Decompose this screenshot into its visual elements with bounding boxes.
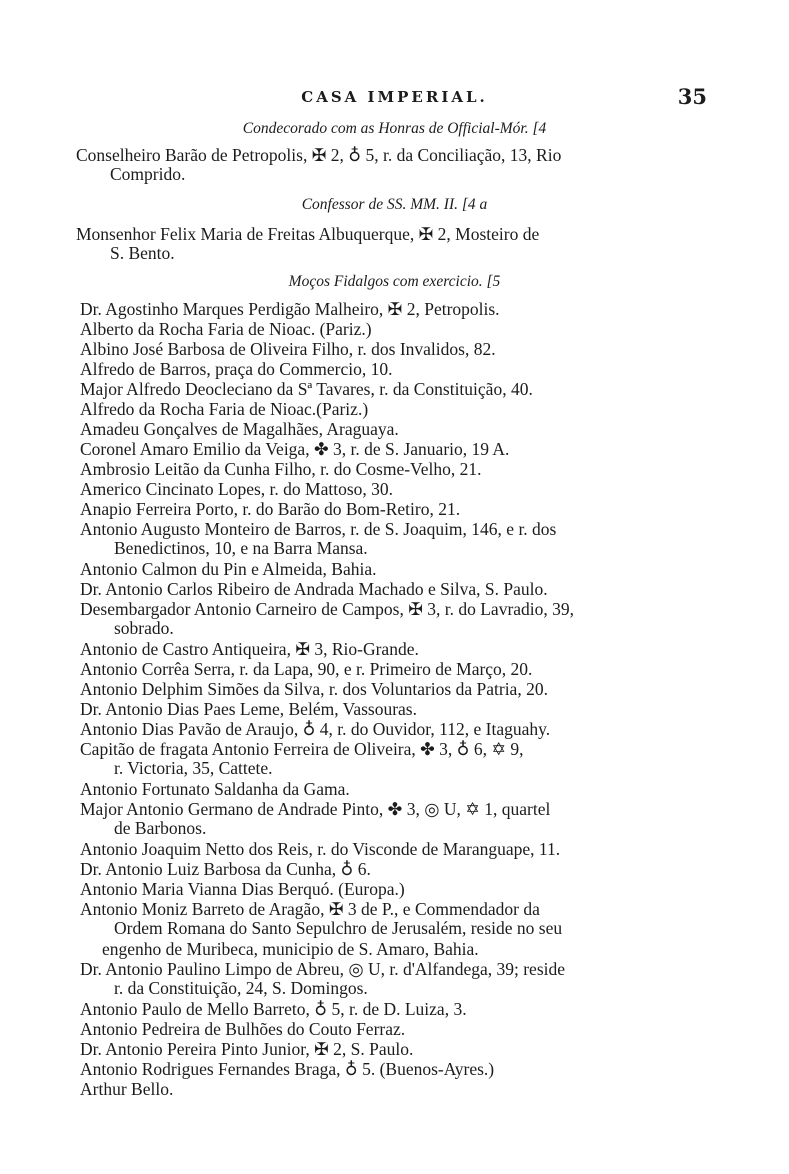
list-entry — [80, 1040, 413, 1059]
entry-line: Antonio Delphim Simões da Silva, r. dos Voluntarios da Patria, 20. — [80, 679, 548, 699]
entry-line: S. Bento. — [110, 243, 175, 263]
list-entry-continuation — [102, 940, 479, 959]
running-title: CASA IMPERIAL. — [301, 88, 488, 106]
entry-line: Monsenhor Felix Maria de Freitas Albuquerque, ✠ 2, Mosteiro de — [76, 224, 540, 244]
list-entry — [80, 480, 393, 499]
list-entry — [76, 225, 728, 263]
entry-line: Conselheiro Barão de Petropolis, ✠ 2, ♁ 5, r. da Conciliação, 13, Rio — [76, 145, 562, 165]
entry-line: Comprido. — [110, 164, 186, 184]
list-entry — [80, 700, 417, 719]
list-entry — [80, 640, 419, 659]
entry-line: Antonio Maria Vianna Dias Berquó. (Europa.) — [80, 879, 405, 899]
entry-line: Antonio Calmon du Pin e Almeida, Bahia. — [80, 559, 377, 579]
entry-line: Dr. Antonio Carlos Ribeiro de Andrada Machado e Silva, S. Paulo. — [80, 579, 548, 599]
entry-line: Arthur Bello. — [80, 1079, 174, 1099]
list-entry — [80, 600, 574, 638]
list-entry — [80, 1080, 173, 1099]
list-entry — [80, 500, 460, 519]
list-entry — [80, 380, 533, 399]
list-entry — [80, 400, 368, 419]
list-entry — [80, 880, 405, 899]
entry-line: Antonio Paulo de Mello Barreto, ♁ 5, r. de D. Luiza, 3. — [80, 999, 467, 1019]
entry-line: Americo Cincinato Lopes, r. do Mattoso, 30. — [80, 479, 394, 499]
list-entry — [80, 780, 350, 799]
list-entry — [80, 680, 548, 699]
entry-line: Major Alfredo Deocleciano da Sª Tavares, r. da Constituição, 40. — [80, 379, 533, 399]
entry-line: engenho de Muribeca, municipio de S. Amaro, Bahia. — [102, 939, 479, 959]
list-entry — [80, 320, 372, 339]
entry-line: Dr. Antonio Dias Paes Leme, Belém, Vassouras. — [80, 699, 417, 719]
entry-line: Antonio Joaquim Netto dos Reis, r. do Visconde de Maranguape, 11. — [80, 839, 561, 859]
entry-line: Antonio Fortunato Saldanha da Gama. — [80, 779, 350, 799]
section-heading: Condecorado com as Honras de Official-Mór. [4 — [242, 120, 547, 137]
list-entry — [80, 840, 560, 859]
entry-line: Alberto da Rocha Faria de Nioac. (Pariz.) — [80, 319, 372, 339]
entry-line: Antonio Augusto Monteiro de Barros, r. de S. Joaquim, 146, e r. dos — [80, 519, 557, 539]
list-entry — [80, 520, 556, 558]
list-entry — [80, 440, 509, 459]
list-entry — [80, 580, 548, 599]
list-entry — [80, 360, 392, 379]
list-entry — [80, 660, 532, 679]
entry-line: Antonio Moniz Barreto de Aragão, ✠ 3 de P., e Commendador da — [80, 899, 540, 919]
entry-line: Alfredo de Barros, praça do Commercio, 10. — [80, 359, 393, 379]
section-heading: Confessor de SS. MM. II. [4 a — [301, 196, 488, 213]
entry-line: Desembargador Antonio Carneiro de Campos, ✠ 3, r. do Lavradio, 39, — [80, 599, 575, 619]
list-entry — [80, 800, 550, 838]
entry-line: de Barbonos. — [114, 818, 207, 838]
list-entry — [80, 1020, 405, 1039]
list-entry — [80, 420, 399, 439]
entry-line: Ordem Romana do Santo Sepulchro de Jerusalém, reside no seu — [114, 918, 563, 938]
entry-line: Capitão de fragata Antonio Ferreira de Oliveira, ✤ 3, ♁ 6, ✡ 9, — [80, 739, 524, 759]
entry-line: Antonio Dias Pavão de Araujo, ♁ 4, r. do Ouvidor, 112, e Itaguahy. — [80, 719, 551, 739]
section-heading: Moços Fidalgos com exercicio. [5 — [288, 273, 501, 290]
entry-line: Dr. Agostinho Marques Perdigão Malheiro, ✠ 2, Petropolis. — [80, 299, 500, 319]
list-entry — [80, 900, 562, 938]
list-entry — [80, 560, 377, 579]
list-entry — [80, 720, 550, 739]
entry-line: Major Antonio Germano de Andrade Pinto, ✤ 3, ◎ U, ✡ 1, quartel — [80, 799, 551, 819]
entry-line: Dr. Antonio Luiz Barbosa da Cunha, ♁ 6. — [80, 859, 371, 879]
entry-line: Benedictinos, 10, e na Barra Mansa. — [114, 538, 368, 558]
list-entry — [80, 340, 496, 359]
entry-line: Coronel Amaro Emilio da Veiga, ✤ 3, r. de S. Januario, 19 A. — [80, 439, 510, 459]
page-number: 35 — [677, 84, 707, 109]
entry-line: Antonio Corrêa Serra, r. da Lapa, 90, e r. Primeiro de Março, 20. — [80, 659, 533, 679]
entry-line: Antonio Pedreira de Bulhões do Couto Ferraz. — [80, 1019, 406, 1039]
running-head — [0, 84, 789, 110]
entry-line: Alfredo da Rocha Faria de Nioac.(Pariz.) — [80, 399, 369, 419]
entry-line: sobrado. — [114, 618, 174, 638]
list-entry — [80, 300, 500, 319]
entry-line: Antonio Rodrigues Fernandes Braga, ♁ 5. (Buenos-Ayres.) — [80, 1059, 495, 1079]
list-entry — [80, 860, 371, 879]
list-entry — [80, 1000, 467, 1019]
entry-line: Antonio de Castro Antiqueira, ✠ 3, Rio-Grande. — [80, 639, 419, 659]
entry-line: Dr. Antonio Paulino Limpo de Abreu, ◎ U, r. d'Alfandega, 39; reside — [80, 959, 566, 979]
entry-line: r. da Constituição, 24, S. Domingos. — [114, 978, 368, 998]
entry-line: Ambrosio Leitão da Cunha Filho, r. do Cosme-Velho, 21. — [80, 459, 482, 479]
entry-line: Amadeu Gonçalves de Magalhães, Araguaya. — [80, 419, 399, 439]
list-entry — [80, 460, 482, 479]
entry-line: Anapio Ferreira Porto, r. do Barão do Bom-Retiro, 21. — [80, 499, 461, 519]
list-entry — [80, 740, 524, 778]
entry-line: r. Victoria, 35, Cattete. — [114, 758, 273, 778]
list-entry — [80, 960, 565, 998]
list-entry — [76, 146, 728, 184]
entry-line: Dr. Antonio Pereira Pinto Junior, ✠ 2, S. Paulo. — [80, 1039, 414, 1059]
entry-line: Albino José Barbosa de Oliveira Filho, r. dos Invalidos, 82. — [80, 339, 496, 359]
list-entry — [80, 1060, 494, 1079]
